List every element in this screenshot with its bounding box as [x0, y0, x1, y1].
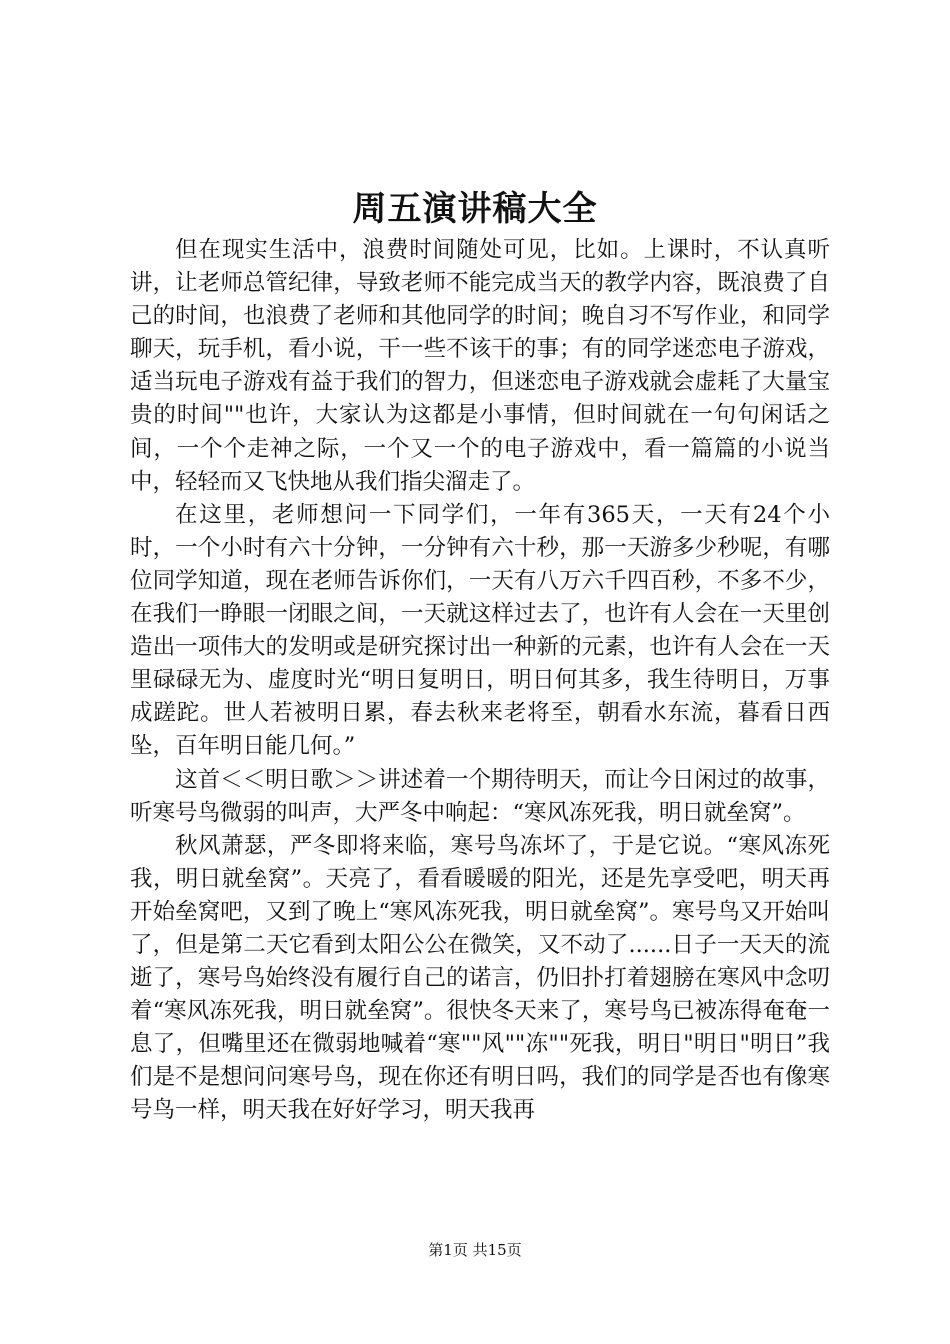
page-footer: 第1页 共15页 — [428, 1241, 522, 1259]
document-body — [130, 234, 830, 1128]
paragraph-4: 秋风萧瑟，严冬即将来临，寒号鸟冻坏了，于是它说。“寒风冻死我，明日就垒窝”。天亮了，看看暖暖的阳光，还是先享受吧，明天再开始垒窝吧，又到了晚上“寒风冻死我，明日就垒窝”。寒号鸟又开始叫了，但是第二天它看到太阳公公在微笑，又不动了......日子一天天的流逝了，寒号鸟始终没有履行自己的诺言，仍旧扑打着翅膀在寒风中念叨着“寒风冻死我，明日就垒窝”。很快冬天来了，寒号鸟已被冻得奄奄一息了，但嘴里还在微弱地喊着“寒""风""冻""死我，明日"明日"明日”我们是不是想问问寒号鸟，现在你还有明日吗，我们的同学是否也有像寒号鸟一样，明天我在好好学习，明天我再 — [130, 832, 830, 1124]
document-title: 周五演讲稿大全 — [352, 189, 598, 229]
paragraph-3: 这首＜＜明日歌＞＞讲述着一个期待明天，而让今日闲过的故事，听寒号鸟微弱的叫声，大严冬中响起：“寒风冻死我，明日就垒窝”。 — [130, 766, 830, 826]
paragraph-2: 在这里，老师想问一下同学们，一年有365天，一天有24个小时，一个小时有六十分钟，一分钟有六十秒，那一天游多少秒呢，有哪位同学知道，现在老师告诉你们，一天有八万六千四百秒，不多不少，在我们一睁眼一闭眼之间，一天就这样过去了，也许有人会在一天里创造出一项伟大的发明或是研究探讨出一种新的元素，也许有人会在一天里碌碌无为、虚度时光“明日复明日，明日何其多，我生待明日，万事成蹉跎。世人若被明日累，春去秋来老将至，朝看水东流，暮看日西坠，百年明日能几何。” — [130, 501, 830, 760]
paragraph-1: 但在现实生活中，浪费时间随处可见，比如。上课时，不认真听讲，让老师总管纪律，导致老师不能完成当天的教学内容，既浪费了自己的时间，也浪费了老师和其他同学的时间；晚自习不写作业，和同学聊天，玩手机，看小说，干一些不该干的事；有的同学迷恋电子游戏，适当玩电子游戏有益于我们的智力，但迷恋电子游戏就会虚耗了大量宝贵的时间""也许，大家认为这都是小事情，但时间就在一句句闲话之间，一个个走神之际，一个又一个的电子游戏中，看一篇篇的小说当中，轻轻而又飞快地从我们指尖溜走了。 — [130, 237, 830, 495]
